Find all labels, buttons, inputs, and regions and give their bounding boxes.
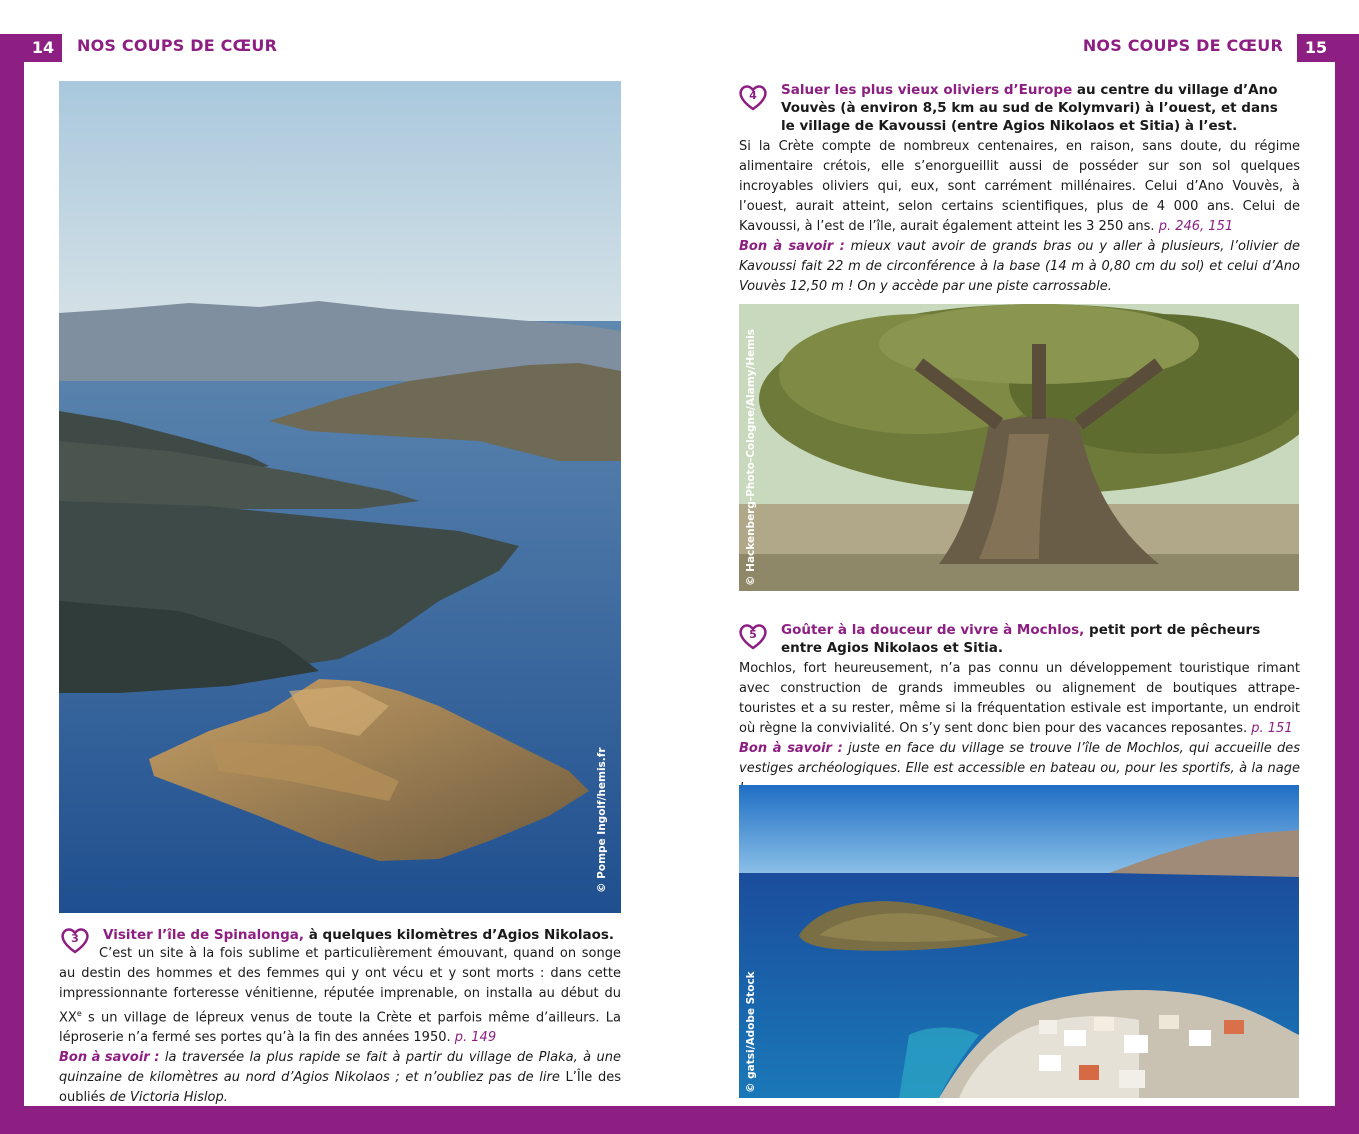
entry-4-body: Si la Crète compte de nombreux centenaires, en raison, sans doute, du régime alimentaire crétois, elle s’enorgueillit aussi de posséder sur son sol quelques incroyables oliviers qui, eux, sont carrément millénaires. Celui d’Ano Vouvès, à l’ouest, aurait atteint, selon certains scientifiques, plus de 4 000 ans. Celui de Kavoussi, à l’est de l’île, aurait également atteint les 3 250 ans. p. 246, 151 Bon à savoir : mieux vaut avoir de grands bras ou y aller à plusieurs, l’olivier de Kavoussi fait 22 m de circonférence à la base (14 m à 0,80 cm du sol) et celui d’Ano Vouvès 12,50 m ! On y accède par une piste carrossable. (739, 139, 1300, 294)
entry-3-title (103, 926, 623, 944)
mochlos-photo-credit: © gatsi/Adobe Stock (745, 971, 757, 1093)
heart-number-3-icon: 3 (60, 926, 90, 954)
entry-5-page-ref[interactable]: p. 151 (1251, 721, 1293, 736)
left-page-edge-bar (0, 34, 24, 1106)
entry-3-title-rest: à quelques kilomètres d’Agios Nikolaos. (304, 927, 615, 943)
heart-number-4-icon: 4 (738, 83, 768, 111)
entry-5-title: Goûter à la douceur de vivre à Mochlos, petit port de pêcheurs entre Agios Nikolaos et Sitia. (781, 622, 1261, 656)
right-page-edge-bar (1335, 34, 1359, 1106)
entry-3-title-highlight: Visiter l’île de Spinalonga, (103, 927, 305, 943)
mochlos-photo (739, 785, 1299, 1098)
olive-tree-photo (739, 304, 1299, 591)
olive-photo-credit: © Hackenberg-Photo-Cologne/Alamy/Hemis (745, 328, 757, 586)
heart-number-5-icon: 5 (738, 622, 768, 650)
spinalonga-photo-credit: © Pompe Ingolf/hemis.fr (596, 747, 608, 893)
bottom-bar (0, 1106, 1359, 1134)
right-page-number: 15 (1297, 34, 1335, 62)
entry-5-body: Mochlos, fort heureusement, n’a pas connu un développement touristique rimant avec construction de grands immeubles ou alignement de boutiques attrape-touristes et a su rester, même si la fréquentation estivale est importante, un endroit où règne la convivialité. On s’y sent donc bien pour des vacances reposantes. p. 151 Bon à savoir : juste en face du village se trouve l’île de Mochlos, qui accueille des vestiges archéologiques. Elle est accessible en bateau ou, pour les sportifs, à la nage (739, 661, 1300, 776)
left-running-title: NOS COUPS DE CŒUR (77, 36, 278, 55)
entry-3-body: C’est un site à la fois sublime et particulièrement émouvant, quand on songe au destin des hommes et des femmes qui y ont vécu et y sont morts : dans cette impressionnante forteresse vénitienne, réputée imprenable, on installa au début du XXe s un village de lépreux venus de toute la Crète et parfois même d’ailleurs. La léproserie n’a fermé ses portes qu’à la fin des années 1950. p. 149 Bon à savoir : la traversée la plus rapide se fait à partir du village de Plaka, à une quinzaine de kilomètres au nord d’Agios Nikolaos ; et n’oubliez pas de lire L’Île des oubliés de Victoria Hislop. (59, 946, 621, 1106)
spinalonga-photo (59, 81, 621, 913)
left-page-number: 14 (24, 34, 62, 62)
right-running-title: NOS COUPS DE CŒUR (1082, 36, 1283, 55)
entry-4-page-ref[interactable]: p. 246, 151 (1158, 219, 1234, 234)
entry-3-page-ref[interactable]: p. 149 (454, 1030, 497, 1046)
entry-4-title: Saluer les plus vieux oliviers d’Europe au centre du village d’Ano Vouvès (à environ 8,5 km au sud de Kolymvari) à l’ouest, et dans le village de Kavoussi (entre Agios Nikolaos et Sitia) à l’est. (781, 82, 1278, 134)
